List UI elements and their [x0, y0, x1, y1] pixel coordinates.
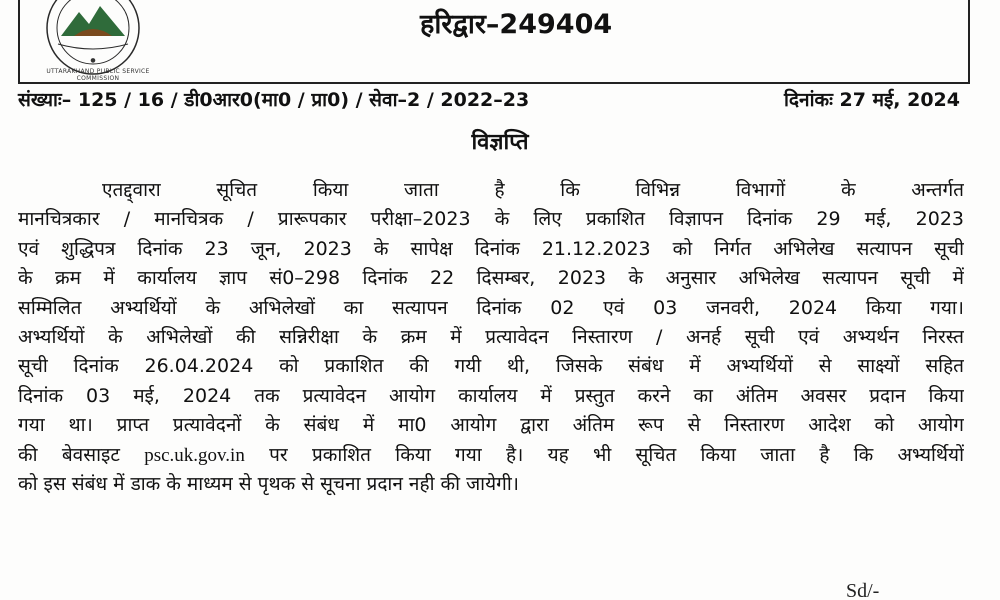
- reference-row: [18, 86, 968, 118]
- body-line: अभ्यर्थियों के अभिलेखों की सन्निरीक्षा के क्रम में प्रत्यावेदन निस्तारण / अनर्ह सूची एवं अभ्यर्थन निरस्त: [18, 325, 964, 348]
- website-link[interactable]: psc.uk.gov.in: [144, 444, 245, 466]
- svg-text:●: ●: [90, 57, 96, 64]
- city-pincode: हरिद्वार–249404: [420, 9, 613, 40]
- website-prefix: की बेवसाइट: [18, 443, 145, 466]
- body-line: सम्मिलित अभ्यर्थियों के अभिलेखों का सत्यापन दिनांक 02 एवं 03 जनवरी, 2024 किया गया।: [18, 296, 964, 319]
- body-line-website: [18, 441, 964, 470]
- website-suffix: पर प्रकाशित किया गया है। यह भी सूचित किया जाता है कि अभ्यर्थियों: [244, 443, 964, 466]
- body-line: एवं शुद्धिपत्र दिनांक 23 जून, 2023 के सापेक्ष दिनांक 21.12.2023 को निर्गत अभिलेख सत्यापन सूची: [18, 237, 964, 260]
- body-line: मानचित्रकार / मानचित्रक / प्रारूपकार परीक्षा–2023 के लिए प्रकाशित विज्ञापन दिनांक 29 मई, 2023: [18, 208, 964, 231]
- body-line: सूची दिनांक 26.04.2024 को प्रकाशित की गयी थी, जिसके संबंध में अभ्यर्थियों से साक्ष्यों सहित: [18, 355, 964, 378]
- logo-caption: UTTARAKHAND PUBLIC SERVICE COMMISSION: [46, 68, 150, 82]
- reference-number: संख्याः– 125 / 16 / डी0आर0(मा0 / प्रा0) / सेवा–2 / 2022–23: [18, 89, 530, 111]
- body-line: को इस संबंध में डाक के माध्यम से पृथक से सूचना प्रदान नही की जायेगी।: [18, 472, 519, 495]
- notice-title: विज्ञप्ति: [471, 130, 529, 155]
- commission-emblem-icon: [34, 0, 152, 78]
- body-line: के क्रम में कार्यालय ज्ञाप सं0–298 दिनांक 22 दिसम्बर, 2023 के अनुसार अभिलेख सत्यापन सूची में: [18, 267, 964, 290]
- reference-date: दिनांकः 27 मई, 2024: [784, 89, 960, 111]
- body-line: दिनांक 03 मई, 2024 तक प्रत्यावेदन आयोग कार्यालय में प्रस्तुत करने का अंतिम अवसर प्रदान किया: [18, 384, 964, 407]
- signature: Sd/-: [846, 580, 880, 600]
- notice-body: [18, 176, 964, 499]
- body-line: गया था। प्राप्त प्रत्यावेदनों के संबंध में मा0 आयोग द्वारा अंतिम रूप से निस्तारण आदेश को आयोग: [18, 414, 964, 437]
- body-line: एतद्द्वारा सूचित किया जाता है कि विभिन्न विभागों के अन्तर्गत: [102, 179, 964, 201]
- commission-logo: [34, 0, 152, 78]
